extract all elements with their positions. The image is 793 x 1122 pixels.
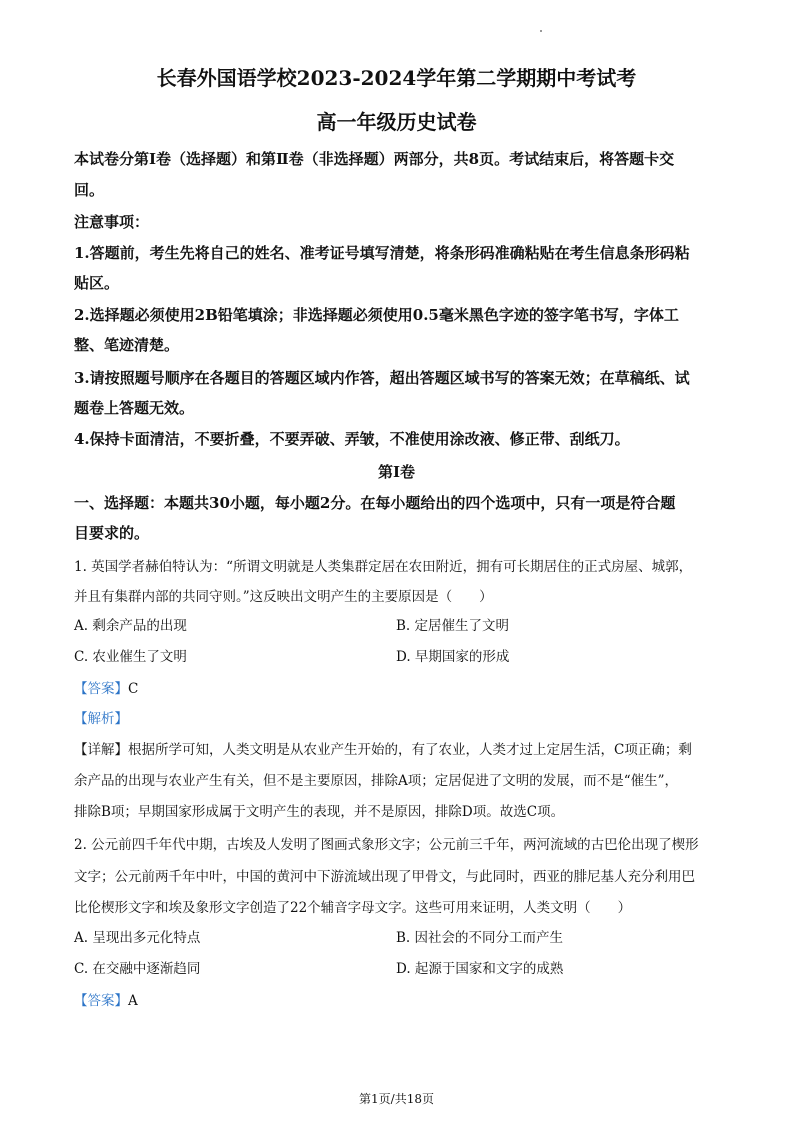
- intro-line-2: 回。: [74, 181, 105, 199]
- q1-detail-line-1: [74, 735, 724, 766]
- notice-item-2-line-2: 整、笔迹清楚。: [74, 336, 180, 354]
- q1-option-a: A. 剩余产品的出现: [74, 618, 187, 634]
- q1-stem-line-1: 1. 英国学者赫伯特认为：“所谓文明就是人类集群定居在农田附近，拥有可长期居住的正式房屋、城郭，: [74, 559, 693, 575]
- q2-option-c: C. 在交融中逐渐趋同: [74, 961, 201, 977]
- intro-line-1: 本试卷分第Ⅰ卷（选择题）和第Ⅱ卷（非选择题）两部分，共8页。考试结束后，将答题卡交: [74, 150, 675, 168]
- q2-option-d: D. 起源于国家和文字的成熟: [396, 961, 564, 977]
- q1-option-d: D. 早期国家的形成: [396, 649, 510, 665]
- q2-answer: [74, 991, 138, 1011]
- q1-option-c: C. 农业催生了文明: [74, 649, 187, 665]
- q1-option-b: B. 定居催生了文明: [396, 618, 510, 634]
- q1-stem-line-2: 并且有集群内部的共同守则。”这反映出文明产生的主要原因是（ ）: [74, 589, 493, 605]
- section-instruction-line-2: 目要求的。: [74, 524, 150, 542]
- notice-item-1-line-2: 贴区。: [74, 274, 120, 292]
- q2-stem-line-3: 比伦楔形文字和埃及象形文字创造了22个辅音字母文字。这些可用来证明，人类文明（ ）: [74, 900, 632, 916]
- q1-detail-line-3: 排除B项；早期国家形成属于文明产生的表现，并不是原因，排除D项。故选C项。: [74, 804, 565, 820]
- notice-item-4: 4.保持卡面清洁，不要折叠，不要弄破、弄皱，不准使用涂改液、修正带、刮纸刀。: [74, 430, 630, 448]
- stray-dot: [540, 30, 542, 32]
- notice-item-2-line-1: 2.选择题必须使用2B铅笔填涂；非选择题必须使用0.5毫米黑色字迹的签字笔书写，字体工: [74, 306, 679, 324]
- q1-answer-value: C: [128, 681, 139, 697]
- page-number: 第1页/共18页: [359, 1092, 434, 1106]
- notice-item-1-line-1: 1.答题前，考生先将自己的姓名、准考证号填写清楚，将条形码准确粘贴在考生信息条形码粘: [74, 244, 690, 262]
- q1-answer: [74, 679, 138, 699]
- answer-tag: 【答案】: [74, 993, 128, 1009]
- q2-stem-line-1: 2. 公元前四千年代中期，古埃及人发明了图画式象形文字；公元前三千年，两河流域的古巴伦出现了楔形: [74, 837, 699, 853]
- answer-tag: 【答案】: [74, 681, 128, 697]
- q2-option-b: B. 因社会的不同分工而产生: [396, 930, 564, 946]
- q2-option-a: A. 呈现出多元化特点: [74, 930, 201, 946]
- q1-detail-line-2: 余产品的出现与农业产生有关，但不是主要原因，排除A项；定居促进了文明的发展，而不是“催生”，: [74, 773, 679, 789]
- q2-stem-line-2: 文字；公元前两千年中叶，中国的黄河中下游流域出现了甲骨文，与此同时，西亚的腓尼基人充分利用巴: [74, 869, 695, 885]
- exam-subtitle: 高一年级历史试卷: [316, 110, 477, 134]
- section-title: 第Ⅰ卷: [377, 463, 416, 481]
- notice-heading: 注意事项：: [74, 213, 150, 231]
- q1-detail-text-1: 根据所学可知，人类文明是从农业产生开始的，有了农业，人类才过上定居生活，C项正确；剩: [128, 742, 692, 758]
- detail-tag: 【详解】: [74, 742, 128, 758]
- notice-item-3-line-2: 题卷上答题无效。: [74, 399, 195, 417]
- notice-item-3-line-1: 3.请按照题号顺序在各题目的答题区域内作答，超出答题区域书写的答案无效；在草稿纸、试: [74, 369, 690, 387]
- exam-title: 长春外国语学校2023-2024学年第二学期期中考试考: [156, 66, 637, 90]
- analysis-tag: 【解析】: [74, 711, 128, 727]
- q2-answer-value: A: [128, 993, 138, 1009]
- q1-analysis: [74, 709, 128, 729]
- section-instruction-line-1: 一、选择题：本题共30小题，每小题2分。在每小题给出的四个选项中，只有一项是符合题: [74, 494, 676, 512]
